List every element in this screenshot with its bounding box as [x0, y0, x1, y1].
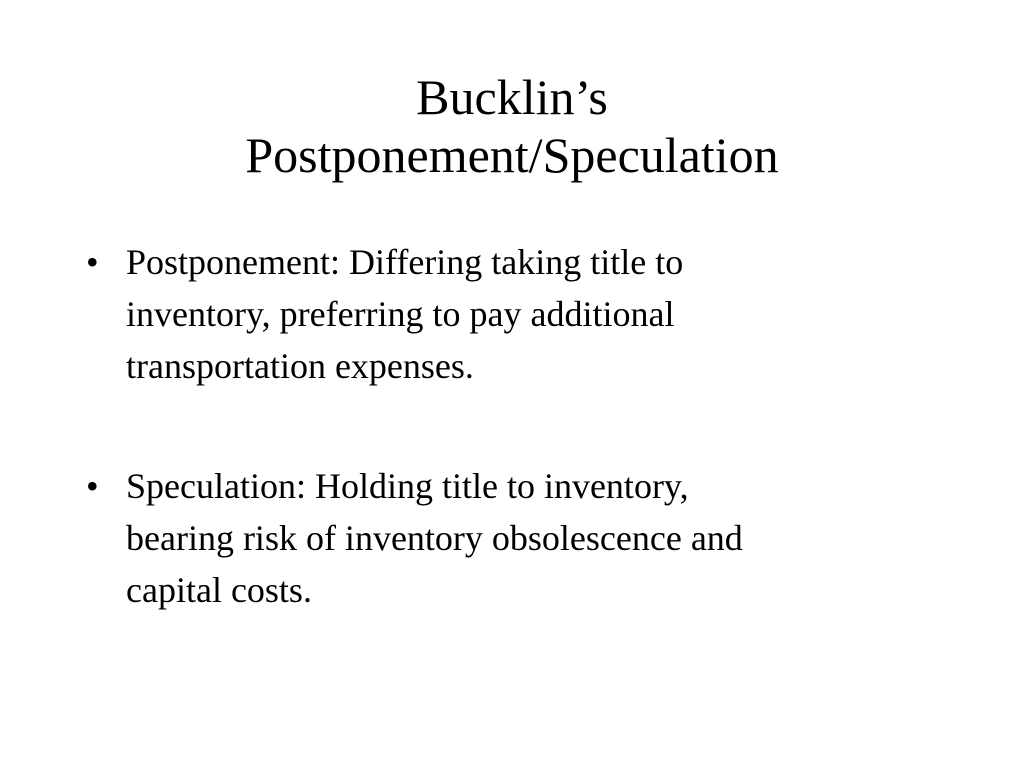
bullet-text-line: transportation expenses. [126, 346, 474, 386]
bullet-text-line: inventory, preferring to pay additional [126, 294, 675, 334]
slide-title [0, 68, 1024, 184]
bullet-dot-icon: • [86, 242, 99, 282]
slide-title-line: Postponement/Speculation [245, 127, 779, 183]
bullet-text-line: Speculation: Holding title to inventory, [126, 466, 689, 506]
slide-title-line: Bucklin’s [416, 69, 608, 125]
bullet-item-postponement [86, 236, 946, 392]
bullet-dot-icon: • [86, 466, 99, 506]
bullet-text-line: Postponement: Differing taking title to [126, 242, 684, 282]
bullet-list [86, 236, 946, 616]
bullet-item-speculation [86, 460, 946, 616]
bullet-text-line: bearing risk of inventory obsolescence and [126, 518, 743, 558]
bullet-text-line: capital costs. [126, 570, 312, 610]
